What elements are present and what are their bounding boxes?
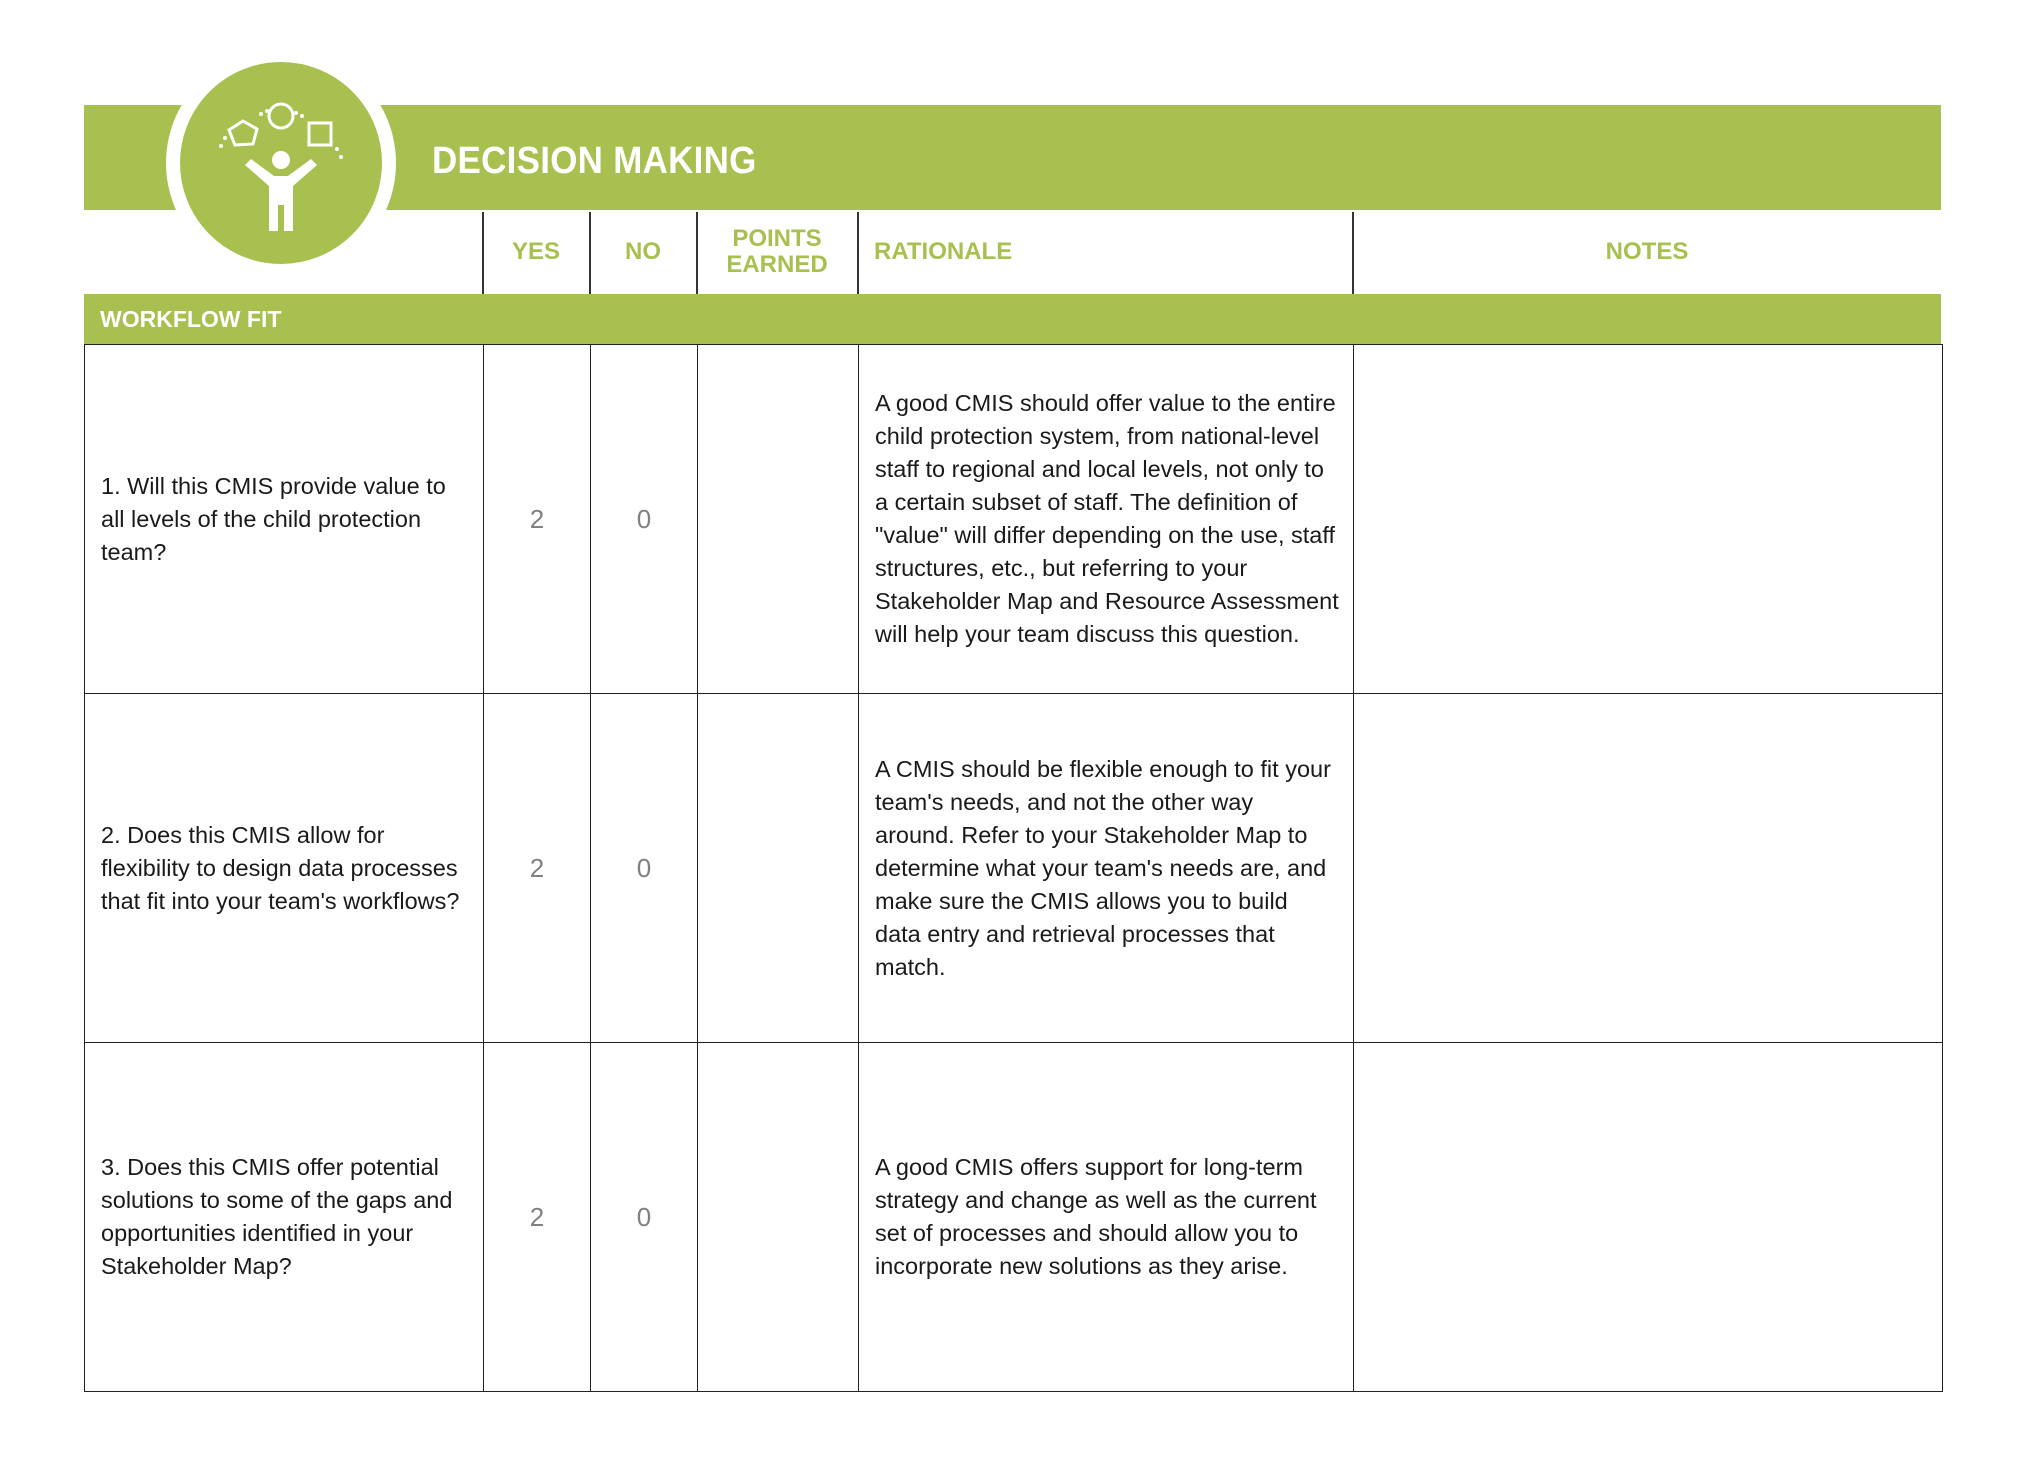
yes-points: 2 <box>484 345 591 694</box>
points-earned-input[interactable] <box>698 694 859 1043</box>
column-header-notes: NOTES <box>1605 238 1689 265</box>
no-points: 0 <box>591 1043 698 1392</box>
juggling-person-icon <box>177 59 385 267</box>
section-title: WORKFLOW FIT <box>84 294 1941 344</box>
rationale-cell: A CMIS should be flexible enough to fit your team's needs, and not the other way around. Refer to your Stakeholder Map to determine what your team's needs are, and make sure the CMIS allows you to build data entry and retrieval processes that match. <box>859 694 1354 1043</box>
notes-input[interactable] <box>1354 694 1943 1043</box>
no-points: 0 <box>591 694 698 1043</box>
rationale-cell: A good CMIS offers support for long-term strategy and change as well as the current set of processes and should allow you to incorporate new solutions as they arise. <box>859 1043 1354 1392</box>
rationale-cell: A good CMIS should offer value to the entire child protection system, from national-level staff to regional and local levels, not only to a certain subset of staff. The definition of "value" will differ depending on the use, staff structures, etc., but referring to your Stakeholder Map and Resource Assessment will help your team discuss this question. <box>859 345 1354 694</box>
section-badge <box>166 48 396 278</box>
page-title: DECISION MAKING <box>432 140 757 182</box>
question-cell: 1. Will this CMIS provide value to all levels of the child protection team? <box>85 345 484 694</box>
question-cell: 2. Does this CMIS allow for flexibility to design data processes that fit into your team's workflows? <box>85 694 484 1043</box>
table-row <box>85 345 1943 694</box>
notes-input[interactable] <box>1354 1043 1943 1392</box>
notes-input[interactable] <box>1354 345 1943 694</box>
points-earned-input[interactable] <box>698 1043 859 1392</box>
yes-points: 2 <box>484 694 591 1043</box>
column-header-rationale: RATIONALE <box>874 238 1013 265</box>
column-header-yes: YES <box>511 238 561 265</box>
evaluation-table <box>84 344 1943 1392</box>
no-points: 0 <box>591 345 698 694</box>
column-header-points-earned: POINTS EARNED <box>726 225 828 278</box>
table-row <box>85 694 1943 1043</box>
points-earned-input[interactable] <box>698 345 859 694</box>
column-header-no: NO <box>625 238 661 265</box>
question-cell: 3. Does this CMIS offer potential solutions to some of the gaps and opportunities identified in your Stakeholder Map? <box>85 1043 484 1392</box>
yes-points: 2 <box>484 1043 591 1392</box>
table-row <box>85 1043 1943 1392</box>
